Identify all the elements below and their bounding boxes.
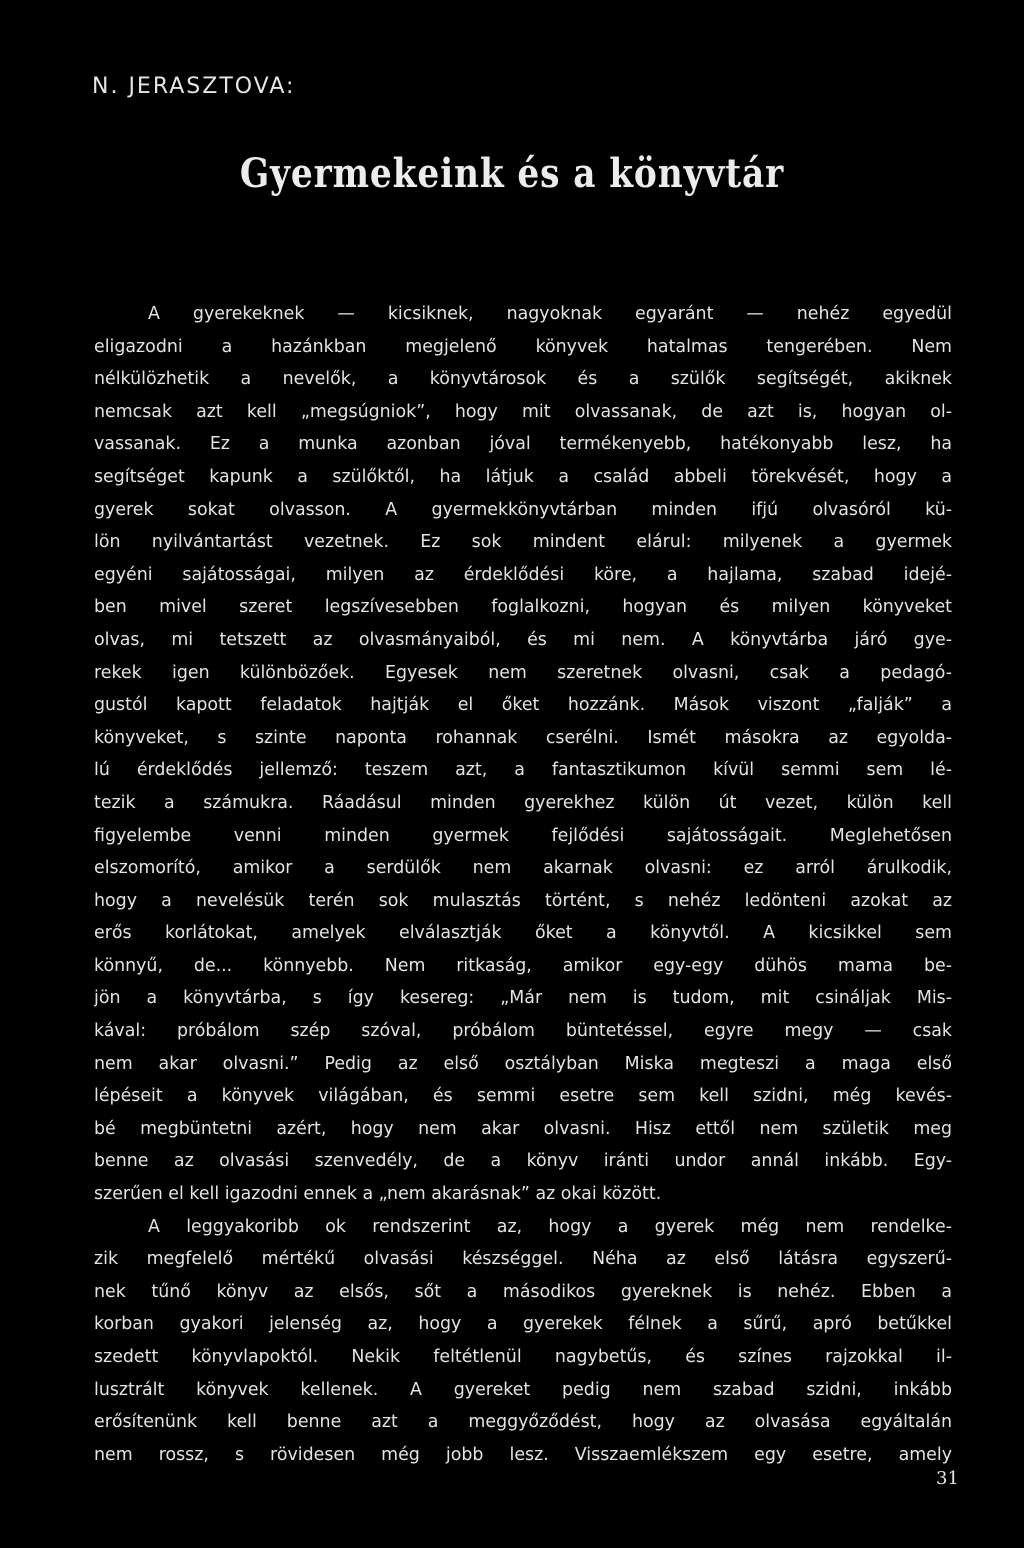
body-line: gustól kapott feladatok hajtják el őket hozzánk. Mások viszont „falják” a [94, 695, 952, 716]
article-body [94, 298, 952, 1471]
body-line: korban gyakori jelenség az, hogy a gyerekek félnek a sűrű, apró betűkkel [94, 1314, 952, 1335]
body-line: zik megfelelő mértékű olvasási készséggel. Néha az első látásra egyszerű- [94, 1249, 952, 1270]
body-line: szedett könyvlapoktól. Nekik feltétlenül nagybetűs, és színes rajzokkal il- [94, 1347, 952, 1367]
body-line: ben mivel szeret legszívesebben foglalkozni, hogyan és milyen könyveket [94, 597, 952, 618]
body-line: nélkülözhetik a nevelők, a könyvtárosok és a szülők segítségét, akiknek [94, 369, 952, 390]
body-line: kával: próbálom szép szóval, próbálom büntetéssel, egyre megy — csak [94, 1021, 952, 1042]
body-line: A leggyakoribb ok rendszerint az, hogy a gyerek még nem rendelke- [148, 1216, 952, 1237]
body-line: jön a könyvtárba, s így kesereg: „Már nem is tudom, mit csináljak Mis- [94, 988, 952, 1009]
body-line: tezik a számukra. Ráadásul minden gyerekhez külön út vezet, külön kell [94, 792, 952, 813]
body-line: nem akar olvasni.” Pedig az első osztályban Miska megteszi a maga első [94, 1053, 952, 1074]
body-line: lépéseit a könyvek világában, és semmi esetre sem kell szidni, még kevés- [94, 1086, 952, 1107]
body-line: segítséget kapunk a szülőktől, ha látjuk a család abbeli törekvését, hogy a [94, 466, 952, 487]
body-line: A gyerekeknek — kicsiknek, nagyoknak egyaránt — nehéz egyedül [148, 304, 952, 324]
body-line: nemcsak azt kell „megsúgniok”, hogy mit olvassanak, de azt is, hogyan ol- [94, 401, 952, 422]
body-line: bé megbüntetni azért, hogy nem akar olvasni. Hisz ettől nem születik meg [94, 1118, 952, 1139]
body-line: könnyű, de... könnyebb. Nem ritkaság, amikor egy-egy dühös mama be- [94, 955, 952, 976]
body-line: nem rossz, s rövidesen még jobb lesz. Visszaemlékszem egy esetre, amely [94, 1444, 952, 1465]
body-line: egyéni sajátosságai, milyen az érdeklődési köre, a hajlama, szabad idejé- [94, 564, 952, 585]
body-line: erős korlátokat, amelyek elválasztják őket a könyvtől. A kicsikkel sem [94, 923, 952, 944]
page-number: 31 [936, 1468, 959, 1489]
author-name: N. JERASZTOVA: [92, 74, 296, 99]
body-line: elszomorító, amikor a serdülők nem akarnak olvasni: ez arról árulkodik, [94, 858, 952, 879]
body-line: gyerek sokat olvasson. A gyermekkönyvtárban minden ifjú olvasóról kü- [94, 499, 952, 520]
body-line: rekek igen különbözőek. Egyesek nem szeretnek olvasni, csak a pedagó- [94, 662, 952, 683]
body-line: eligazodni a hazánkban megjelenő könyvek hatalmas tengerében. Nem [94, 336, 952, 357]
article-title: Gyermekeink és a könyvtár [239, 150, 785, 197]
body-line: könyveket, s szinte naponta rohannak cserélni. Ismét másokra az egyolda- [94, 727, 952, 748]
body-line: vassanak. Ez a munka azonban jóval termékenyebb, hatékonyabb lesz, ha [94, 434, 952, 455]
body-line: benne az olvasási szenvedély, de a könyv iránti undor annál inkább. Egy- [94, 1151, 952, 1172]
body-line: erősítenünk kell benne azt a meggyőződést, hogy az olvasása egyáltalán [94, 1412, 952, 1433]
body-line: szerűen el kell igazodni ennek a „nem akarásnak” az okai között. [94, 1184, 662, 1205]
body-line: lusztrált könyvek kellenek. A gyereket pedig nem szabad szidni, inkább [94, 1379, 952, 1400]
body-line: figyelembe venni minden gyermek fejlődési sajátosságait. Meglehetősen [94, 825, 952, 846]
body-line: nek tűnő könyv az elsős, sőt a másodikos gyereknek is nehéz. Ebben a [94, 1281, 952, 1302]
body-line: olvas, mi tetszett az olvasmányaiból, és mi nem. A könyvtárba járó gye- [94, 629, 952, 650]
body-line: lú érdeklődés jellemző: teszem azt, a fantasztikumon kívül semmi sem lé- [94, 760, 952, 781]
body-line: hogy a nevelésük terén sok mulasztás történt, s nehéz ledönteni azokat az [94, 890, 952, 911]
body-line: lön nyilvántartást vezetnek. Ez sok mindent elárul: milyenek a gyermek [94, 532, 952, 553]
